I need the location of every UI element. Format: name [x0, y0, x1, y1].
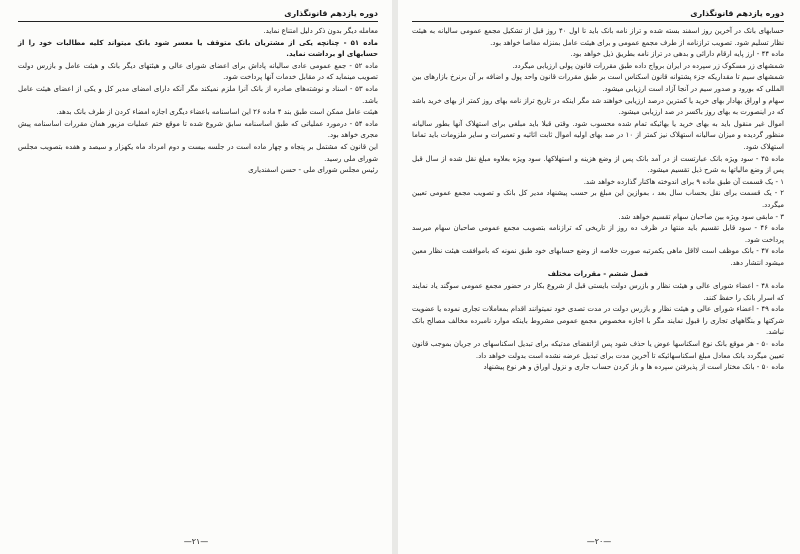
article-45: ماده ۴۵ - سود ویژه بانک عبارتست از در آمد بانک پس از وضع هزینه و استهلاکها. سود ویژه بعلاوه مبلغ نقل شده از سال قبل پس از وضع مالیاتها به شرح ذیل تقسیم میشود.: [412, 154, 784, 175]
left-page-body: [18, 26, 378, 177]
header-rule-right: [412, 21, 784, 22]
list-item: ۲ - یک قسمت برای نقل بحساب سال بعد ، بموازین این مبلغ بر حسب پیشنهاد مدیر کل بانک و تصویب مجمع عمومی تعیین میگردد.: [412, 189, 784, 209]
header-rule-left: [18, 21, 378, 22]
paragraph: شمشهای زر مسکوک زر سپرده در ایران برواج داده طبق مقررات قانون پولی ارزیابی میگردد.: [512, 61, 784, 70]
page-number-label: —۲۰—: [586, 537, 612, 546]
page-number-right: [398, 537, 800, 546]
article-49: ماده ۴۹ - اعضاء شورای عالی و هیئت نظار و بازرس دولت در مدت تصدی خود نمیتوانند اقدام بمعاملات تجاری نموده یا عضویت شرکتها و بنگاههای تجاری را قبول نمایند مگر با اجازه مخصوص مجمع عمومی مشروط باینکه موارد نامبرده مخالف مصالح بانک نباشد.: [412, 305, 784, 337]
article-50b: ماده ۵۰ - بانک مختار است از پذیرفتن سپرده ها و باز کردن حساب جاری و نزول اوراق و هر نوع پیشنهاد: [483, 363, 784, 372]
article-48: ماده ۴۸ - اعضاء شورای عالی و هیئت نظار و بازرس دولت بایستی قبل از شروع بکار در حضور مجمع عمومی سوگند یاد نمایند که اسرار بانک را حفظ کنند.: [412, 282, 784, 302]
article-47: ماده ۴۷ - بانک موظف است لااقل ماهی یکمرتبه صورت خلاصه از وضع حسابهای خود طبق نمونه که باموافقت هیئت نظار معین میشود انتشار دهد.: [412, 247, 784, 267]
article-44: ماده ۴۴ - ارز پایه ارقام دارائی و بدهی در تراز نامه بطریق ذیل خواهد بود.: [570, 50, 784, 59]
list-item: ۱ - یک قسمت آن طبق ماده ۹ برای اندوخته هاکنار گذارده خواهد شد.: [583, 177, 784, 186]
signature: رئیس مجلس شورای ملی - حسن اسفندیاری: [248, 166, 378, 175]
left-page: [0, 0, 392, 554]
article-52: ماده ۵۲ - جمع عمومی عادی سالیانه پاداش برای اعضای شورای عالی و هیئتهای دیگر بانک و هیئت عامل و بازرس دولت تصویب مینماید که در مقابل خدمات آنها پرداخت شود.: [18, 61, 378, 82]
section-title: فصل ششم - مقررات مختلف: [547, 270, 649, 279]
approval-statement: این قانون که مشتمل بر پنجاه و چهار ماده است در جلسه بیست و دوم امرداد ماه یکهزار و سیصد و هفده بتصویب مجلس شورای ملی رسید.: [18, 142, 378, 163]
article-54: ماده ۵۴ - درمورد عملیاتی که طبق اساسنامه سابق شروع شده تا موقع ختم عملیات مزبور همان مقررات اساسنامه پیش مجری خواهد بود.: [18, 119, 378, 140]
list-item: ۳ - مابقی سود ویژه بین صاحبان سهام تقسیم خواهد شد.: [618, 212, 784, 221]
page-number-label: —۲۱—: [183, 537, 209, 546]
paragraph: حسابهای بانک در آخرین روز اسفند بسته شده و تراز نامه بانک باید تا اول ۴۰ روز قبل از تشکیل مجمع عمومی سالیانه به هیئت نظار تسلیم شود. تصویب ترازنامه از طرف مجمع عمومی و برای هیئت عامل بمنزله مفاصا خواهد بود.: [412, 27, 784, 47]
article-46: ماده ۴۶ - سود قابل تقسیم باید منتها در ظرف ده روز از تاریخی که ترازنامه بتصویب مجمع عمومی صاحبان سهام میرسد پرداخت شود.: [412, 224, 784, 244]
right-page: [398, 0, 800, 554]
running-head-right: دوره یازدهم قانونگذاری: [690, 9, 784, 18]
paragraph: اموال غیر منقول باید به بهای خرید یا بهائیکه تمام شده محسوب شود. وقتی قبلا باید مبلغی برای استهلاک آنها بطور سالیانه منظور گردیده و میزان سالیانه استهلاک نیز کمتر از ۱۰ در صد بهای اولیه اموال ثابت اثاثیه و تعمیرات و سایر ملزومات باید تماما استهلاک شود.: [412, 119, 784, 151]
paragraph: سهام و اوراق بهادار بهای خرید یا کمترین درصد ارزیابی خواهند شد مگر اینکه در تاریخ تراز نامه بهای روز کمتر از بهای خرید باشد که در اینصورت به بهای روز باکسر در صد ارزیابی میشود.: [412, 96, 784, 117]
running-head-left: دوره یازدهم قانونگذاری: [284, 9, 378, 18]
page-number-left: [0, 537, 392, 546]
article-50: ماده ۵۰ - هر موقع بانک نوع اسکناسها عوض یا حذف شود پس ازانقضای مدتیکه برای تبدیل اسکناسهای در جریان بموجب قانون تعیین میگردد بانک معادل مبلغ اسکناسهائیکه تا آخرین مدت برای تبدیل عرضه نشده است بدولت خواهد داد.: [412, 340, 784, 360]
paragraph: هیئت عامل ممکن است طبق بند ۴ ماده ۲۶ این اساسنامه باعضاء دیگری اجازه امضاء کردن از طرف بانک بدهد.: [56, 108, 378, 117]
article-51: ماده ۵۱ - چنانچه یکی از مشتریان بانک متوقف یا معسر شود بانک میتواند کلیه مطالبات خود را از حسابهای او برداشت نماید.: [18, 38, 378, 59]
paragraph: معامله دیگر بدون ذکر دلیل امتناع نماید.: [263, 27, 378, 35]
article-53: ماده ۵۳ - اسناد و نوشته‌های صادره از بانک آنرا ملزم نمیکند مگر آنکه دارای امضای مدیر کل و یکی از اعضای هیئت عامل باشد.: [18, 84, 378, 105]
paragraph: شمشهای سیم تا مقداریکه جزء پشتوانه قانون اسکناس است بر طبق مقررات قانون واحد پول و اضافه بر آن برنرخ بازارهای بین المللی که بورود و صدور سیم در آنجا آزاد است ارزیابی میشود.: [412, 73, 784, 93]
right-page-body: [412, 26, 784, 374]
